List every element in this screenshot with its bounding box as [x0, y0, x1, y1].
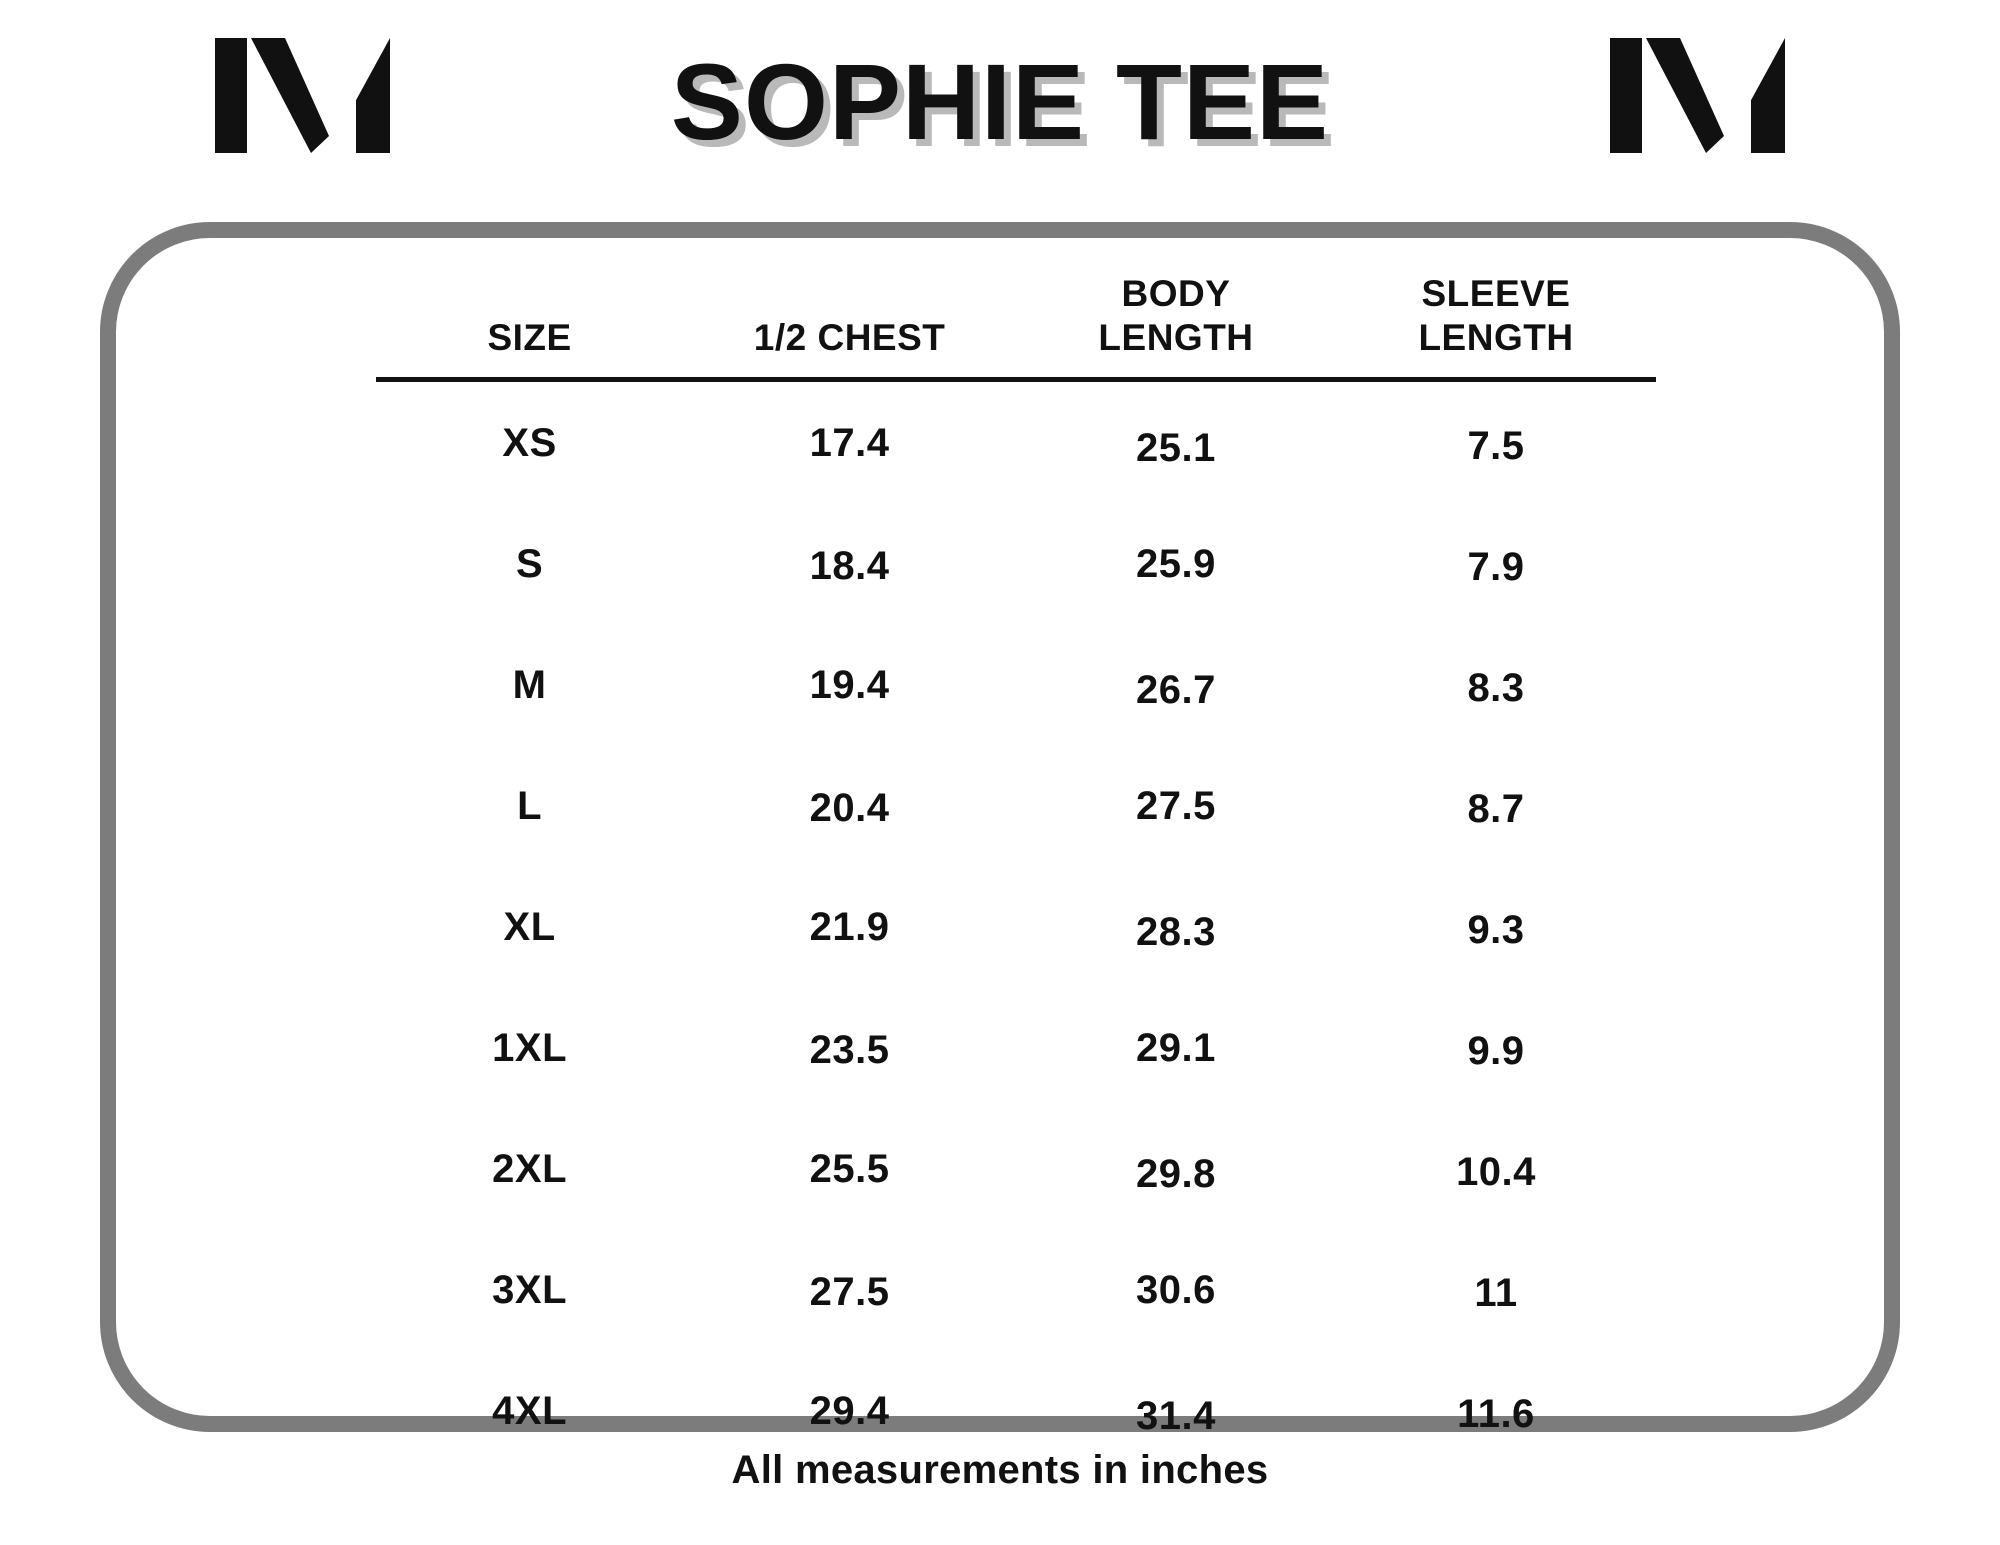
- cell-body-length: 28.3: [1136, 909, 1216, 954]
- cell-body-length: 29.1: [1136, 1026, 1216, 1071]
- column-header-chest: 1/2 CHEST: [683, 266, 1016, 380]
- cell-chest: 23.5: [809, 1027, 890, 1072]
- column-header-body-line1: BODY: [1121, 273, 1231, 314]
- table-body: [376, 380, 1656, 1474]
- size-table-wrapper: [376, 266, 1656, 1473]
- cell-chest: 25.5: [809, 1147, 890, 1192]
- size-chart-table: [376, 266, 1656, 1473]
- column-header-sleeve-length: [1336, 266, 1656, 380]
- cell-size: XL: [503, 905, 556, 950]
- cell-body-length: 30.6: [1136, 1268, 1216, 1313]
- size-chart-card: [100, 222, 1900, 1438]
- table-row: [376, 380, 1656, 506]
- cell-size: M: [512, 663, 547, 708]
- column-header-body-length: [1016, 266, 1336, 380]
- table-row: [376, 989, 1656, 1108]
- cell-sleeve-length: 8.7: [1467, 786, 1525, 831]
- cell-sleeve-length: 9.3: [1467, 907, 1525, 952]
- page-title: SOPHIE TEE: [670, 40, 1330, 162]
- table-row: [376, 1231, 1656, 1350]
- cell-sleeve-length: 9.9: [1467, 1028, 1525, 1073]
- column-header-sleeve-line1: SLEEVE: [1421, 273, 1571, 314]
- cell-sleeve-length: 8.3: [1467, 665, 1525, 710]
- table-header: [376, 266, 1656, 380]
- cell-size: 2XL: [492, 1147, 568, 1192]
- cell-chest: 20.4: [809, 785, 890, 830]
- page-header: [0, 0, 2000, 185]
- cell-sleeve-length: 11.6: [1457, 1391, 1535, 1436]
- table-row: [376, 505, 1656, 624]
- cell-size: 1XL: [492, 1026, 568, 1071]
- cell-size: 4XL: [492, 1389, 568, 1434]
- column-header-body-line2: LENGTH: [1098, 316, 1254, 358]
- cell-sleeve-length: 10.4: [1456, 1149, 1536, 1194]
- brand-logo-left: [215, 38, 390, 153]
- table-row: [376, 1108, 1656, 1231]
- table-row: [376, 624, 1656, 747]
- table-row: [376, 747, 1656, 866]
- measurement-footnote: All measurements in inches: [731, 1448, 1269, 1492]
- cell-size: XS: [502, 421, 557, 466]
- cell-size: L: [517, 784, 543, 829]
- brand-logo-right: [1610, 38, 1785, 153]
- cell-body-length: 31.4: [1136, 1393, 1216, 1438]
- cell-chest: 27.5: [809, 1269, 890, 1314]
- cell-chest: 19.4: [809, 663, 890, 708]
- column-header-sleeve-line2: LENGTH: [1418, 316, 1574, 358]
- cell-body-length: 29.8: [1136, 1151, 1216, 1196]
- cell-chest: 17.4: [809, 421, 890, 466]
- cell-sleeve-length: 11: [1474, 1270, 1518, 1315]
- cell-sleeve-length: 7.9: [1467, 544, 1525, 589]
- cell-size: 3XL: [492, 1268, 568, 1313]
- cell-body-length: 25.9: [1136, 542, 1216, 587]
- cell-size: S: [516, 542, 544, 587]
- cell-chest: 21.9: [809, 905, 890, 950]
- cell-chest: 29.4: [809, 1389, 890, 1434]
- table-row: [376, 866, 1656, 989]
- cell-body-length: 26.7: [1136, 667, 1216, 712]
- cell-body-length: 27.5: [1136, 784, 1216, 829]
- column-header-size: SIZE: [376, 266, 683, 380]
- cell-chest: 18.4: [809, 543, 890, 588]
- cell-sleeve-length: 7.5: [1467, 423, 1525, 468]
- cell-body-length: 25.1: [1136, 425, 1216, 470]
- table-header-row: [376, 266, 1656, 380]
